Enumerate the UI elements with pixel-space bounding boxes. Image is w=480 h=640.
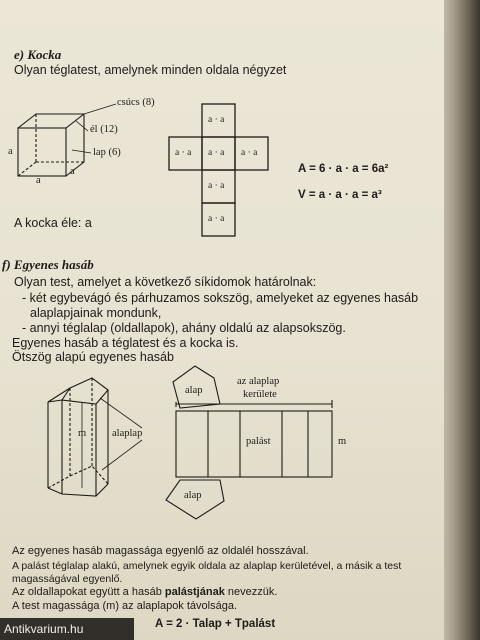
net-alap-bottom-label: alap	[184, 490, 202, 501]
book-spine	[440, 0, 480, 640]
cube-volume-formula: V = a · a · a = a³	[298, 189, 382, 201]
section-e-heading: e) Kocka	[14, 47, 62, 62]
cube-a-bottom: a	[36, 175, 41, 186]
net-alap-top-label: alap	[185, 385, 203, 396]
prism-alaplap-label: alaplap	[112, 428, 143, 439]
cube-face-label: lap (6)	[93, 147, 121, 158]
cube-area-formula: A = 6 · a · a = 6a²	[298, 163, 389, 175]
cube-a-left: a	[8, 146, 13, 157]
section-f-intro: Olyan test, amelyet a következő síkidomok határolnak:	[14, 275, 317, 289]
net-cell-right: a · a	[241, 148, 258, 158]
section-f-bullet2: - annyi téglalap (oldallapok), ahány oldalú az alapsokszög.	[22, 321, 346, 335]
section-f-line3: Egyenes hasáb a téglatest és a kocka is.	[12, 336, 239, 350]
net-cell-left: a · a	[175, 148, 192, 158]
net-m-label: m	[338, 436, 347, 447]
net-perimeter-line2: kerülete	[243, 389, 277, 400]
note-1: Az egyenes hasáb magassága egyenlő az oldalél hosszával.	[12, 545, 309, 557]
net-cell-center: a · a	[208, 148, 225, 158]
net-cell-bottom: a · a	[208, 214, 225, 224]
note-2a: A palást téglalap alakú, amelynek egyik oldala az alaplap kerületével, a másik a test	[12, 560, 402, 572]
note-3-pre: Az oldallapokat együtt a hasáb	[12, 586, 165, 598]
cube-edge-label: él (12)	[90, 124, 118, 135]
section-f-heading: f) Egyenes hasáb	[2, 257, 94, 272]
note-2b: magasságával egyenlő.	[12, 573, 123, 585]
cube-diagram	[18, 104, 116, 176]
net-cell-lower: a · a	[208, 181, 225, 191]
cube-a-depth: a	[70, 166, 75, 177]
net-palast-label: palást	[246, 436, 271, 447]
section-e-intro: Olyan téglatest, amelynek minden oldala négyzet	[14, 63, 287, 77]
prism-m-label: m	[78, 428, 87, 439]
note-3-post: nevezzük.	[224, 586, 278, 598]
watermark: Antikvarium.hu	[0, 618, 134, 640]
note-3-bold: palástjának	[164, 586, 225, 598]
prism-area-formula: A = 2 · Talap + Tpalást	[155, 618, 276, 630]
cube-edge-text: A kocka éle: a	[14, 216, 92, 230]
net-cell-top: a · a	[208, 115, 225, 125]
cube-vertex-label: csúcs (8)	[117, 97, 155, 108]
section-f-line4: Ötszög alapú egyenes hasáb	[12, 350, 174, 364]
net-perimeter-line1: az alaplap	[237, 376, 280, 387]
section-f-bullet1-line2: alaplapjainak mondunk,	[30, 306, 162, 320]
section-f-bullet1-line1: - két egybevágó és párhuzamos sokszög, amelyeket az egyenes hasáb	[22, 291, 419, 305]
note-4: A test magassága (m) az alaplapok távolsága.	[12, 600, 238, 612]
note-3	[12, 586, 277, 598]
